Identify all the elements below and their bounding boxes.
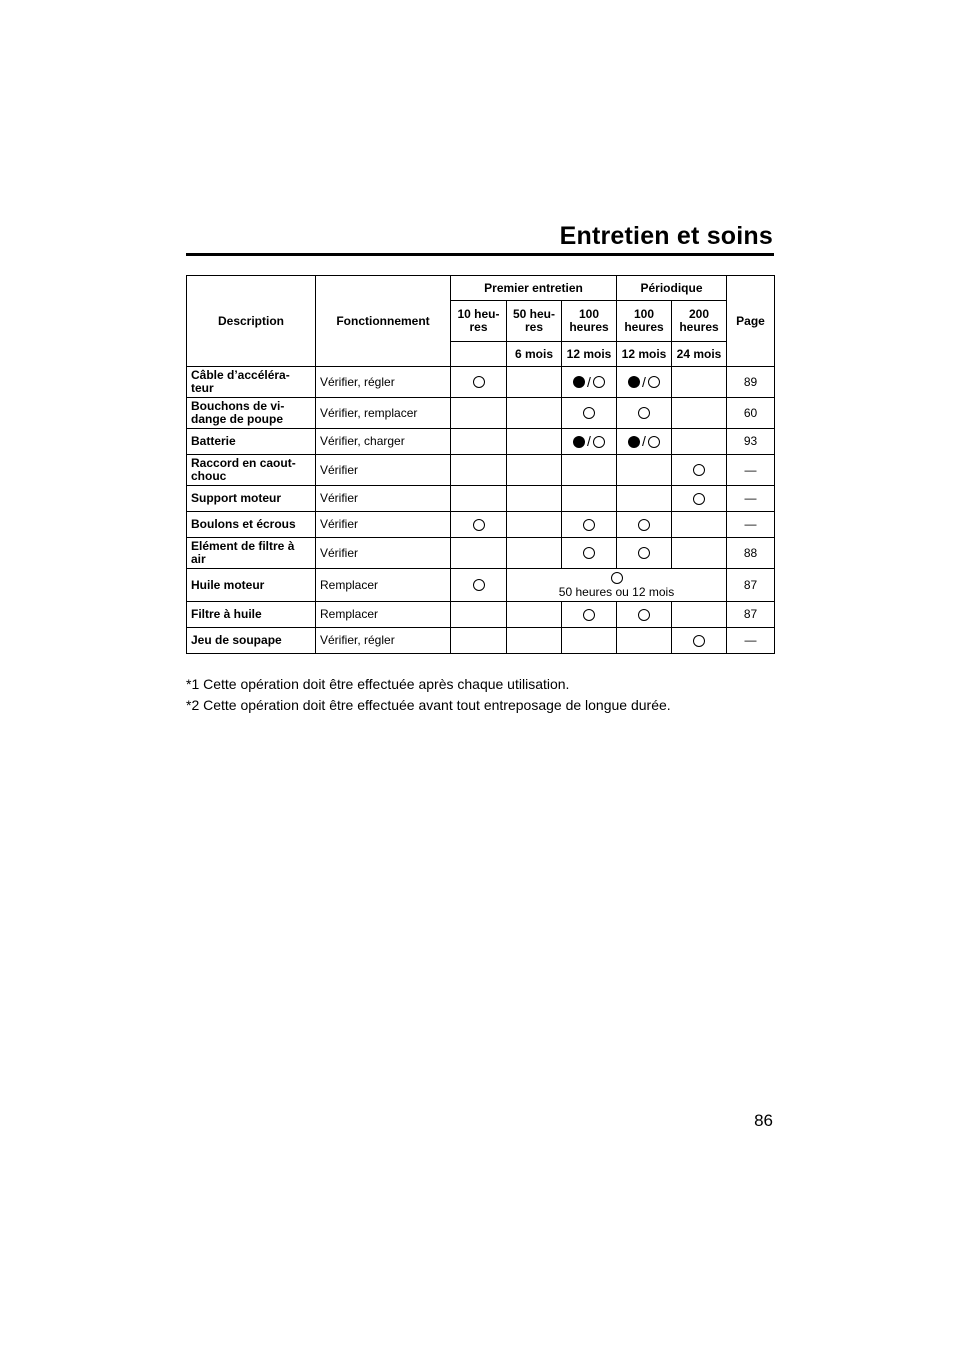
row-interval-cell (617, 429, 672, 455)
row-interval-cell (562, 398, 617, 429)
row-operation: Vérifier (316, 512, 451, 538)
row-interval-cell (507, 398, 562, 429)
header-hours-cell: 100 heures (562, 301, 617, 342)
row-interval-cell (507, 455, 562, 486)
circle-icon (583, 407, 595, 419)
row-interval-cell (507, 486, 562, 512)
filled-circle-icon (628, 436, 640, 448)
header-months-cell (451, 342, 507, 367)
header-hours-cell: 200 heures (672, 301, 727, 342)
circle-icon (593, 376, 605, 388)
row-description: Huile moteur (187, 569, 316, 602)
row-description: Câble d’accéléra- teur (187, 367, 316, 398)
row-interval-cell (672, 602, 727, 628)
row-interval-cell (562, 628, 617, 654)
header-premier-entretien: Premier entretien (451, 276, 617, 301)
header-hours-cell: 50 heu- res (507, 301, 562, 342)
row-interval-cell (507, 569, 727, 602)
row-page: 88 (727, 538, 775, 569)
page-number: 86 (754, 1111, 773, 1130)
row-operation: Vérifier (316, 538, 451, 569)
row-description: Boulons et écrous (187, 512, 316, 538)
filled-circle-icon (628, 376, 640, 388)
row-interval-cell (451, 367, 507, 398)
circle-icon (648, 436, 660, 448)
row-interval-cell (451, 569, 507, 602)
header-description: Description (187, 276, 316, 367)
footnote-1: *1 Cette opération doit être effectuée après chaque utilisation. (186, 676, 570, 692)
circle-icon (583, 547, 595, 559)
row-operation: Vérifier, régler (316, 628, 451, 654)
row-operation: Remplacer (316, 602, 451, 628)
row-page: — (727, 486, 775, 512)
circle-icon (593, 436, 605, 448)
row-interval-cell (617, 628, 672, 654)
row-interval-cell (451, 628, 507, 654)
header-page: Page (727, 276, 775, 367)
filled-circle-icon (573, 436, 585, 448)
row-interval-cell (672, 398, 727, 429)
row-description: Batterie (187, 429, 316, 455)
row-interval-cell (562, 602, 617, 628)
table-body (187, 367, 775, 654)
row-interval-cell (672, 486, 727, 512)
slash-separator: / (587, 373, 591, 390)
row-operation: Vérifier, remplacer (316, 398, 451, 429)
page-title: Entretien et soins (559, 222, 773, 250)
filled-circle-icon (573, 376, 585, 388)
row-page: 87 (727, 569, 775, 602)
table-row (187, 367, 775, 398)
row-interval-cell (507, 512, 562, 538)
header-months-cell: 6 mois (507, 342, 562, 367)
circle-icon (638, 547, 650, 559)
row-interval-cell (672, 367, 727, 398)
row-interval-cell (617, 602, 672, 628)
row-interval-cell (507, 628, 562, 654)
circle-icon (473, 579, 485, 591)
row-interval-cell (562, 538, 617, 569)
row-interval-cell (617, 367, 672, 398)
row-interval-cell (672, 512, 727, 538)
header-periodique: Périodique (617, 276, 727, 301)
row-page: 93 (727, 429, 775, 455)
row-page: — (727, 455, 775, 486)
table-row (187, 486, 775, 512)
table-row (187, 398, 775, 429)
footnotes (186, 674, 786, 716)
row-interval-cell (451, 455, 507, 486)
circle-icon (611, 572, 623, 584)
row-interval-cell (507, 602, 562, 628)
header-fonctionnement: Fonctionnement (316, 276, 451, 367)
oil-interval-note: 50 heures ou 12 mois (558, 585, 675, 599)
row-interval-cell (451, 398, 507, 429)
circle-icon (583, 609, 595, 621)
table-row (187, 512, 775, 538)
circle-icon (693, 635, 705, 647)
row-interval-cell (672, 628, 727, 654)
header-months-cell: 12 mois (617, 342, 672, 367)
table-row (187, 538, 775, 569)
row-page: — (727, 628, 775, 654)
table-row (187, 602, 775, 628)
table-header (187, 276, 775, 367)
row-description: Raccord en caout- chouc (187, 455, 316, 486)
title-rule (186, 253, 774, 256)
row-description: Support moteur (187, 486, 316, 512)
circle-icon (638, 609, 650, 621)
row-interval-cell (672, 429, 727, 455)
circle-icon (693, 464, 705, 476)
circle-icon (638, 407, 650, 419)
circle-icon (693, 493, 705, 505)
header-months-cell: 24 mois (672, 342, 727, 367)
row-interval-cell (617, 398, 672, 429)
row-interval-cell (451, 429, 507, 455)
table-row (187, 569, 775, 602)
row-interval-cell (562, 486, 617, 512)
row-interval-cell (562, 429, 617, 455)
row-operation: Remplacer (316, 569, 451, 602)
row-interval-cell (507, 538, 562, 569)
row-description: Jeu de soupape (187, 628, 316, 654)
row-interval-cell (562, 512, 617, 538)
row-interval-cell (617, 512, 672, 538)
table-row (187, 628, 775, 654)
slash-separator: / (642, 433, 646, 450)
row-page: 89 (727, 367, 775, 398)
row-interval-cell (507, 429, 562, 455)
table-row (187, 455, 775, 486)
circle-icon (583, 519, 595, 531)
circle-icon (648, 376, 660, 388)
row-interval-cell (617, 455, 672, 486)
slash-separator: / (642, 373, 646, 390)
row-description: Elément de filtre à air (187, 538, 316, 569)
slash-separator: / (587, 433, 591, 450)
header-months-cell: 12 mois (562, 342, 617, 367)
circle-icon (473, 519, 485, 531)
row-interval-cell (672, 455, 727, 486)
circle-icon (638, 519, 650, 531)
row-interval-cell (562, 455, 617, 486)
row-operation: Vérifier (316, 486, 451, 512)
row-interval-cell (562, 367, 617, 398)
row-operation: Vérifier, charger (316, 429, 451, 455)
header-hours-cell: 10 heu- res (451, 301, 507, 342)
row-interval-cell (617, 486, 672, 512)
row-interval-cell (617, 538, 672, 569)
maintenance-table (186, 275, 775, 654)
row-operation: Vérifier, régler (316, 367, 451, 398)
row-description: Bouchons de vi- dange de poupe (187, 398, 316, 429)
footnote-2: *2 Cette opération doit être effectuée avant tout entreposage de longue durée. (186, 697, 671, 713)
row-page: — (727, 512, 775, 538)
circle-icon (473, 376, 485, 388)
row-description: Filtre à huile (187, 602, 316, 628)
row-interval-cell (451, 512, 507, 538)
row-interval-cell (672, 538, 727, 569)
row-operation: Vérifier (316, 455, 451, 486)
table-row (187, 429, 775, 455)
header-hours-cell: 100 heures (617, 301, 672, 342)
row-interval-cell (451, 602, 507, 628)
row-interval-cell (451, 486, 507, 512)
row-page: 60 (727, 398, 775, 429)
row-interval-cell (451, 538, 507, 569)
row-page: 87 (727, 602, 775, 628)
row-interval-cell (507, 367, 562, 398)
